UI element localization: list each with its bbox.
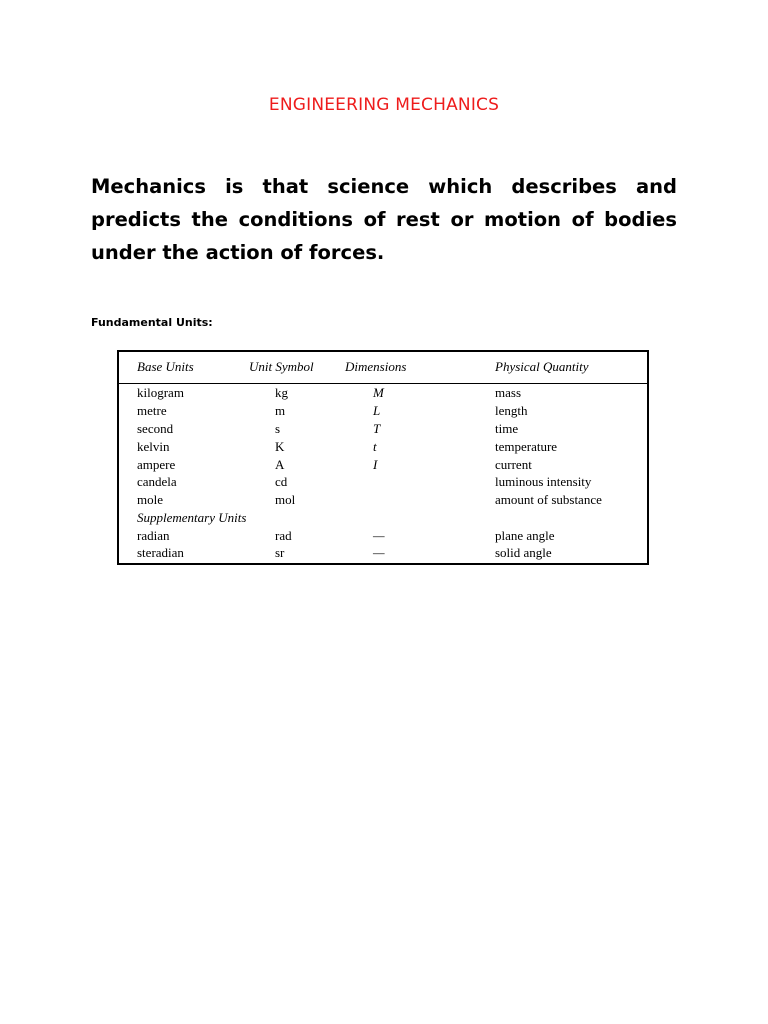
header-unit-symbol: Unit Symbol bbox=[249, 359, 314, 374]
cell-unit-symbol: mol bbox=[275, 492, 296, 507]
cell-dimension: — bbox=[373, 528, 385, 543]
cell-physical-quantity: length bbox=[495, 403, 528, 418]
cell-physical-quantity: plane angle bbox=[495, 528, 555, 543]
cell-base-unit: candela bbox=[137, 474, 177, 489]
cell-physical-quantity: amount of substance bbox=[495, 492, 602, 507]
table-row bbox=[119, 474, 647, 492]
table-row bbox=[119, 457, 647, 475]
table-row bbox=[119, 421, 647, 439]
cell-dimension: I bbox=[373, 457, 378, 472]
cell-unit-symbol: s bbox=[275, 421, 281, 436]
intro-paragraph: Mechanics is that science which describes and predicts the conditions of rest or motion of bodies under the action of forces. bbox=[91, 175, 677, 264]
cell-unit-symbol: rad bbox=[275, 528, 292, 543]
fundamental-units-table bbox=[117, 350, 649, 565]
supplementary-units-label: Supplementary Units bbox=[137, 510, 247, 525]
cell-dimension: L bbox=[373, 403, 381, 418]
page-title: ENGINEERING MECHANICS bbox=[268, 95, 500, 115]
cell-unit-symbol: kg bbox=[275, 385, 288, 400]
cell-dimension: — bbox=[373, 545, 385, 560]
table-row bbox=[119, 528, 647, 546]
header-physical-quantity: Physical Quantity bbox=[495, 359, 589, 374]
cell-dimension: M bbox=[373, 385, 384, 400]
cell-base-unit: mole bbox=[137, 492, 163, 507]
header-base-units: Base Units bbox=[137, 359, 194, 374]
cell-physical-quantity: luminous intensity bbox=[495, 474, 592, 489]
cell-base-unit: metre bbox=[137, 403, 167, 418]
cell-unit-symbol: cd bbox=[275, 474, 288, 489]
cell-base-unit: ampere bbox=[137, 457, 176, 472]
cell-physical-quantity: time bbox=[495, 421, 519, 436]
cell-physical-quantity: solid angle bbox=[495, 545, 552, 560]
table-row bbox=[119, 545, 647, 563]
cell-base-unit: kelvin bbox=[137, 439, 170, 454]
cell-unit-symbol: sr bbox=[275, 545, 285, 560]
cell-dimension: T bbox=[373, 421, 381, 436]
table-row bbox=[119, 385, 647, 403]
table-row bbox=[119, 403, 647, 421]
cell-base-unit: kilogram bbox=[137, 385, 184, 400]
cell-base-unit: second bbox=[137, 421, 174, 436]
cell-physical-quantity: current bbox=[495, 457, 532, 472]
cell-dimension: t bbox=[373, 439, 377, 454]
cell-unit-symbol: m bbox=[275, 403, 286, 418]
cell-base-unit: steradian bbox=[137, 545, 184, 560]
table-header-row bbox=[119, 352, 647, 384]
cell-physical-quantity: mass bbox=[495, 385, 521, 400]
header-dimensions: Dimensions bbox=[345, 359, 407, 374]
table-caption: Fundamental Units: bbox=[91, 316, 213, 329]
table-row bbox=[119, 439, 647, 457]
cell-unit-symbol: K bbox=[275, 439, 285, 454]
table-row bbox=[119, 492, 647, 510]
cell-unit-symbol: A bbox=[275, 457, 285, 472]
cell-physical-quantity: temperature bbox=[495, 439, 558, 454]
cell-base-unit: radian bbox=[137, 528, 170, 543]
